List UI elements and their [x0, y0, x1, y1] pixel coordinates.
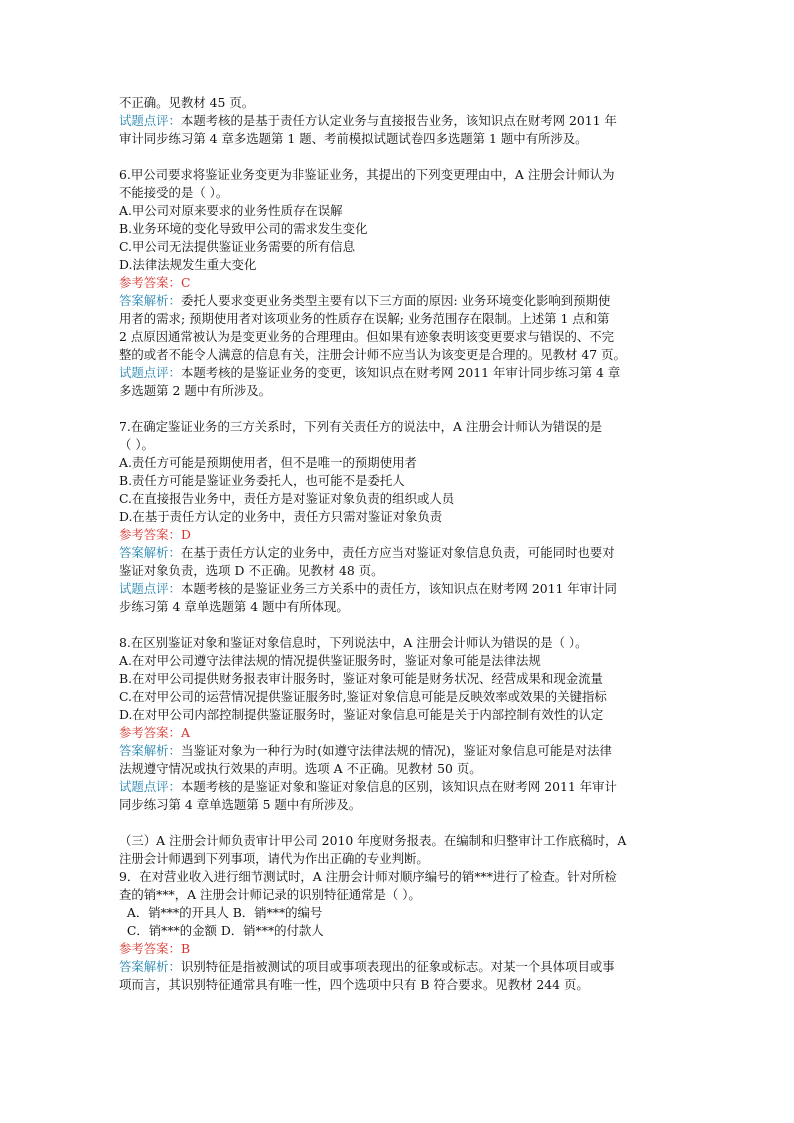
- comment-line: [119, 364, 679, 382]
- options-ab: A．销***的开具人 B．销***的编号: [119, 905, 323, 920]
- answer-label: 参考答案：: [119, 725, 181, 740]
- option-d: D.在对甲公司内部控制提供鉴证服务时，鉴证对象信息可能是关于内部控制有效性的认定: [119, 707, 604, 722]
- reference-answer: [119, 526, 679, 544]
- explanation-line: 项而言，其识别特征通常具有唯一性，四个选项中只有 B 符合要求。见教材 244 页。: [119, 977, 589, 992]
- option-b: B.在对甲公司提供财务报表审计服务时，鉴证对象可能是财务状况、经营成果和现金流量: [119, 671, 603, 686]
- comment-line: 同步练习第 4 章单选题第 5 题中有所涉及。: [119, 797, 362, 812]
- explanation-label: 答案解析：: [119, 959, 181, 974]
- comment-line: [119, 112, 679, 130]
- explanation-line: [119, 544, 679, 562]
- option-c: C.甲公司无法提供鉴证业务需要的所有信息: [119, 239, 356, 254]
- reference-answer: [119, 274, 679, 292]
- comment-label: 试题点评：: [119, 779, 181, 794]
- spacer: [119, 148, 679, 166]
- answer-value: C: [180, 275, 191, 290]
- comment-text: 本题考核的是鉴证对象和鉴证对象信息的区别，该知识点在财考网 2011 年审计: [180, 779, 617, 794]
- comment-line: 步练习第 4 章单选题第 4 题中有所体现。: [119, 599, 349, 614]
- spacer: [119, 814, 679, 832]
- options-cd: C．销***的金额 D．销***的付款人: [119, 923, 324, 938]
- comment-label: 试题点评：: [119, 365, 181, 380]
- explanation-label: 答案解析：: [119, 545, 181, 560]
- option-d: D.法律法规发生重大变化: [119, 257, 257, 272]
- answer-label: 参考答案：: [119, 275, 181, 290]
- explanation-text: 当鉴证对象为一种行为时(如遵守法律法规的情况)，鉴证对象信息可能是对法律: [180, 743, 612, 758]
- explanation-line: [119, 958, 679, 976]
- explanation-line: 2 点原因通常被认为是变更业务的合理理由。但如果有迹象表明该变更要求与错误的、不完: [119, 329, 615, 344]
- comment-text: 本题考核的是鉴证业务的变更，该知识点在财考网 2011 年审计同步练习第 4 章: [180, 365, 621, 380]
- comment-line: 审计同步练习第 4 章多选题第 1 题、考前模拟试题试卷四多选题第 1 题中有所涉及。: [119, 131, 588, 146]
- text-line: 不正确。见教材 45 页。: [119, 95, 255, 110]
- question-stem: 8.在区别鉴证对象和鉴证对象信息时，下列说法中，A 注册会计师认为错误的是（ ）。: [119, 635, 588, 650]
- question-stem: （ ）。: [119, 437, 154, 452]
- option-c: C.在直接报告业务中，责任方是对鉴证对象负责的组织或人员: [119, 491, 455, 506]
- option-d: D.在基于责任方认定的业务中，责任方只需对鉴证对象负责: [119, 509, 443, 524]
- question-stem: 查的销***，A 注册会计师记录的识别特征通常是（ ）。: [119, 887, 421, 902]
- reference-answer: [119, 724, 679, 742]
- question-stem: 6.甲公司要求将鉴证业务变更为非鉴证业务，其提出的下列变更理由中，A 注册会计师认为: [119, 167, 615, 182]
- option-a: A.在对甲公司遵守法律法规的情况提供鉴证服务时，鉴证对象可能是法律法规: [119, 653, 541, 668]
- section-intro: （三）A 注册会计师负责审计甲公司 2010 年度财务报表。在编制和归整审计工作底稿时，A: [119, 833, 627, 848]
- answer-value: B: [180, 941, 191, 956]
- comment-label: 试题点评：: [119, 581, 181, 596]
- question-stem: 9．在对营业收入进行细节测试时，A 注册会计师对顺序编号的销***进行了检查。针对所检: [119, 869, 617, 884]
- explanation-label: 答案解析：: [119, 293, 181, 308]
- document-page: [119, 94, 679, 994]
- answer-value: D: [180, 527, 191, 542]
- spacer: [119, 400, 679, 418]
- question-stem: 7.在确定鉴证业务的三方关系时，下列有关责任方的说法中，A 注册会计师认为错误的是: [119, 419, 603, 434]
- section-intro: 注册会计师遇到下列事项，请代为作出正确的专业判断。: [119, 851, 429, 866]
- spacer: [119, 616, 679, 634]
- question-stem: 不能接受的是（ ）。: [119, 185, 229, 200]
- explanation-line: 鉴证对象负责，选项 D 不正确。见教材 48 页。: [119, 563, 384, 578]
- comment-label: 试题点评：: [119, 113, 181, 128]
- explanation-text: 委托人要求变更业务类型主要有以下三方面的原因: 业务环境变化影响到预期使: [180, 293, 611, 308]
- option-c: C.在对甲公司的运营情况提供鉴证服务时,鉴证对象信息可能是反映效率或效果的关键指标: [119, 689, 607, 704]
- option-b: B.业务环境的变化导致甲公司的需求发生变化: [119, 221, 368, 236]
- explanation-line: 整的或者不能令人满意的信息有关，注册会计师不应当认为该变更是合理的。见教材 47 页。: [119, 347, 626, 362]
- explanation-line: 法规遵守情况或执行效果的声明。选项 A 不正确。见教材 50 页。: [119, 761, 482, 776]
- answer-label: 参考答案：: [119, 527, 181, 542]
- comment-line: [119, 778, 679, 796]
- explanation-line: 用者的需求; 预期使用者对该项业务的性质存在误解; 业务范围存在限制。上述第 1 点和第: [119, 311, 610, 326]
- comment-text: 本题考核的是鉴证业务三方关系中的责任方，该知识点在财考网 2011 年审计同: [180, 581, 617, 596]
- option-b: B.责任方可能是鉴证业务委托人，也可能不是委托人: [119, 473, 405, 488]
- comment-line: [119, 580, 679, 598]
- explanation-label: 答案解析：: [119, 743, 181, 758]
- explanation-text: 在基于责任方认定的业务中，责任方应当对鉴证对象信息负责，可能同时也要对: [180, 545, 615, 560]
- option-a: A.责任方可能是预期使用者，但不是唯一的预期使用者: [119, 455, 417, 470]
- comment-line: 多选题第 2 题中有所涉及。: [119, 383, 272, 398]
- comment-text: 本题考核的是基于责任方认定业务与直接报告业务，该知识点在财考网 2011 年: [180, 113, 617, 128]
- answer-value: A: [180, 725, 190, 740]
- explanation-line: [119, 292, 679, 310]
- option-a: A.甲公司对原来要求的业务性质存在误解: [119, 203, 343, 218]
- reference-answer: [119, 940, 679, 958]
- explanation-line: [119, 742, 679, 760]
- answer-label: 参考答案：: [119, 941, 181, 956]
- explanation-text: 识别特征是指被测试的项目或事项表现出的征象或标志。对某一个具体项目或事: [180, 959, 615, 974]
